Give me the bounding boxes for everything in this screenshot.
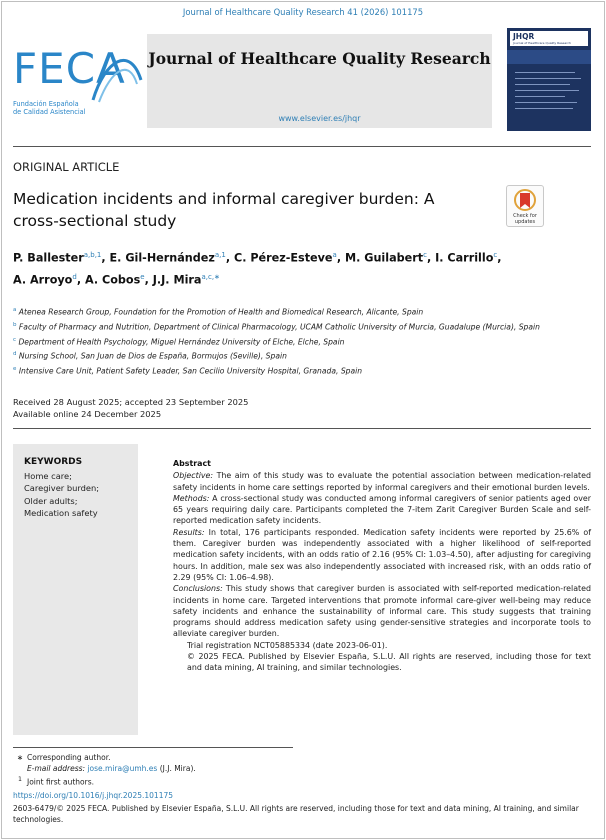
feca-sub-line1: Fundación Española [13,100,79,108]
dates-divider [13,428,591,429]
abstract-objective [173,470,591,493]
keywords-list [24,470,99,519]
check-for-updates-button[interactable] [506,185,544,227]
affiliation-text: Department of Health Psychology, Miguel Hernández University of Elche, Elche, Spain [18,337,345,347]
author-sep: , [426,251,436,265]
author-list [13,246,593,289]
affiliation-sup: c [13,336,17,343]
article-type: ORIGINAL ARTICLE [13,160,120,174]
author-name[interactable]: A. Arroyo [13,273,73,287]
author-name[interactable]: C. Pérez-Esteve [234,251,333,265]
keywords-box [13,444,138,735]
keyword-item: Home care; [24,471,72,481]
author-affil-sup[interactable]: a,b,1 [83,251,102,259]
feca-logo [13,40,135,124]
header-divider [13,146,591,147]
check-for-updates-label [507,213,543,225]
author-affil-sup[interactable]: e [140,272,145,281]
author-line-1 [13,246,593,268]
affiliation-sup: d [13,351,17,358]
cover-line [515,108,573,109]
affiliation-text: Atenea Research Group, Foundation for the Promotion of Health and Biomedical Research, Alicante, Spain [18,307,424,317]
author-name[interactable]: P. Ballester [13,251,84,265]
corresponding-author-note [13,752,196,763]
joint-sup: 1 [18,776,22,783]
online-date: Available online 24 December 2025 [13,409,162,420]
cover-header [510,31,588,46]
abstract-text: The aim of this study was to evaluate the potential association between medication-related safety incidents in home care settings reported by informal caregivers and their emotional burden levels. [173,471,591,492]
footnote-divider [13,747,293,748]
affiliation-list [13,304,593,378]
abstract-heading: Abstract [173,459,211,468]
article-dates [13,396,248,421]
affiliation-item [13,363,593,378]
article-title-line1: Medication incidents and informal caregiver burden: A [13,190,435,208]
affiliation-item [13,304,593,319]
author-sep: , [225,251,234,265]
author-line-2 [13,268,593,290]
author-affil-sup[interactable]: a [332,251,337,259]
journal-title: Journal of Healthcare Quality Research [148,49,491,68]
affiliation-item [13,319,593,334]
cover-line [515,102,577,103]
doi-link[interactable]: https://doi.org/10.1016/j.jhqr.2025.101175 [13,791,174,800]
author-affil-sup[interactable]: c [423,251,427,259]
keywords-title: KEYWORDS [24,457,83,467]
article-title [13,188,483,232]
footnotes [13,752,196,788]
author-name[interactable]: J.J. Mira [152,273,202,287]
journal-citation: Journal of Healthcare Quality Research 41 (2026) 101175 [182,7,424,17]
abstract-conclusions [173,583,591,639]
journal-url-link[interactable]: www.elsevier.es/jhqr [278,114,361,123]
cover-line [515,96,565,97]
cover-line [515,90,579,91]
affiliation-item [13,348,593,363]
abstract-label: Methods: [173,493,210,503]
cover-subtitle: Journal of Healthcare Quality Research [513,41,571,45]
email-note [13,763,196,774]
abstract-label: Conclusions: [173,584,223,594]
email-suffix: (J.J. Mira). [157,764,196,773]
abstract-results [173,527,591,583]
author-sep: , [144,273,153,287]
abstract-text: A cross-sectional study was conducted among informal caregivers of senior patients aged over 65 years requiring daily care. Participants completed the 7-item Zarit Caregiver Burden Scale and self-reported medication safety incidents. [173,493,591,526]
badge-line1: Check for [513,213,537,219]
affiliation-sup: a [13,307,17,313]
feca-swoosh-icon [85,40,145,115]
affiliation-sup: e [13,366,17,373]
bottom-copyright: 2603-6479/© 2025 FECA. Published by Elsevier España, S.L.U. All rights are reserved, including those for text and data mining, AI training, and similar technologies. [13,804,579,824]
author-name[interactable]: A. Cobos [84,273,141,287]
author-name[interactable]: I. Carrillo [435,251,494,265]
abstract-label: Objective: [173,471,214,481]
affiliation-text: Intensive Care Unit, Patient Safety Leader, San Cecilio University Hospital, Granada, Spain [18,366,363,376]
keyword-item: Medication safety [24,507,98,518]
asterisk-mark: ∗ [16,753,24,762]
abstract-copyright: © 2025 FECA. Published by Elsevier España, S.L.U. All rights are reserved, including those for text and data mining, AI training, and similar technologies. [187,652,591,673]
author-sep: , [497,251,502,265]
author-affil-sup[interactable]: c [493,251,498,259]
email-label: E-mail address: [27,764,86,773]
bookmark-icon [507,186,543,214]
badge-line2: updates [514,219,536,225]
keyword-item: Older adults; [24,495,78,506]
author-affil-sup[interactable]: a,c,∗ [201,272,220,281]
author-affil-sup[interactable]: d [72,272,77,281]
affiliation-sup: b [13,321,17,328]
author-sep: , [336,251,345,265]
email-link[interactable]: jose.mira@umh.es [87,764,158,773]
affiliation-text: Faculty of Pharmacy and Nutrition, Department of Clinical Pharmacology, UCAM Catholic University of Murcia, Guadalupe (Murcia), Spain [18,322,540,332]
cover-line [515,78,581,79]
affiliation-text: Nursing School, San Juan de Dios de España, Bormujos (Seville), Spain [18,352,287,362]
abstract-label: Results: [173,527,205,537]
author-name[interactable]: M. Guilabert [344,251,424,265]
abstract [173,458,591,674]
corresponding-text: Corresponding author. [27,753,111,762]
abstract-methods [173,493,591,527]
author-name[interactable]: E. Gil-Hernández [109,251,215,265]
joint-text: Joint first authors. [27,777,95,787]
journal-banner [147,34,492,128]
received-date: Received 28 August 2025; accepted 23 September 2025 [13,397,249,407]
trial-registration: Trial registration NCT05885334 (date 2023-06-01). [187,640,388,650]
feca-logo-word: FECA [13,44,126,93]
abstract-text: In total, 176 participants responded. Medication safety incidents were reported by 25.6% of them. Caregiver burden was independently associated with a higher likelihood of self-reported medication safety incidents, with an odds ratio of 2.16 (95% CI: 1.03–4.50), after adjusting for caregiving hours. In addition, male sex was also independently associated with increased risk, with an odds ratio of 2.29 (95% CI: 1.06–4.98). [173,527,591,582]
affiliation-item [13,334,593,349]
journal-cover [507,28,591,131]
feca-sub-line2: de Calidad Asistencial [13,108,86,116]
author-affil-sup[interactable]: a,1 [214,251,226,259]
cover-name: JHQR [513,32,535,41]
cover-line [515,84,570,85]
author-sep: , [101,251,110,265]
cover-line [515,72,575,73]
author-sep: , [76,273,85,287]
article-title-line2: cross-sectional study [13,212,177,230]
joint-authors-note [13,774,196,788]
abstract-text: This study shows that caregiver burden is associated with self-reported medication-related incidents in home care. Targeted interventions that promote informal care-giver well-being may reduce safety incidents and enhance the sustainability of informal care. This study suggests that training programs should address medication safety using gender-sensitive strategies and incorporate tools to alleviate caregiver burden. [173,584,591,639]
feca-logo-subtitle [13,100,86,116]
keyword-item: Caregiver burden; [24,483,100,494]
cover-band [507,50,591,64]
